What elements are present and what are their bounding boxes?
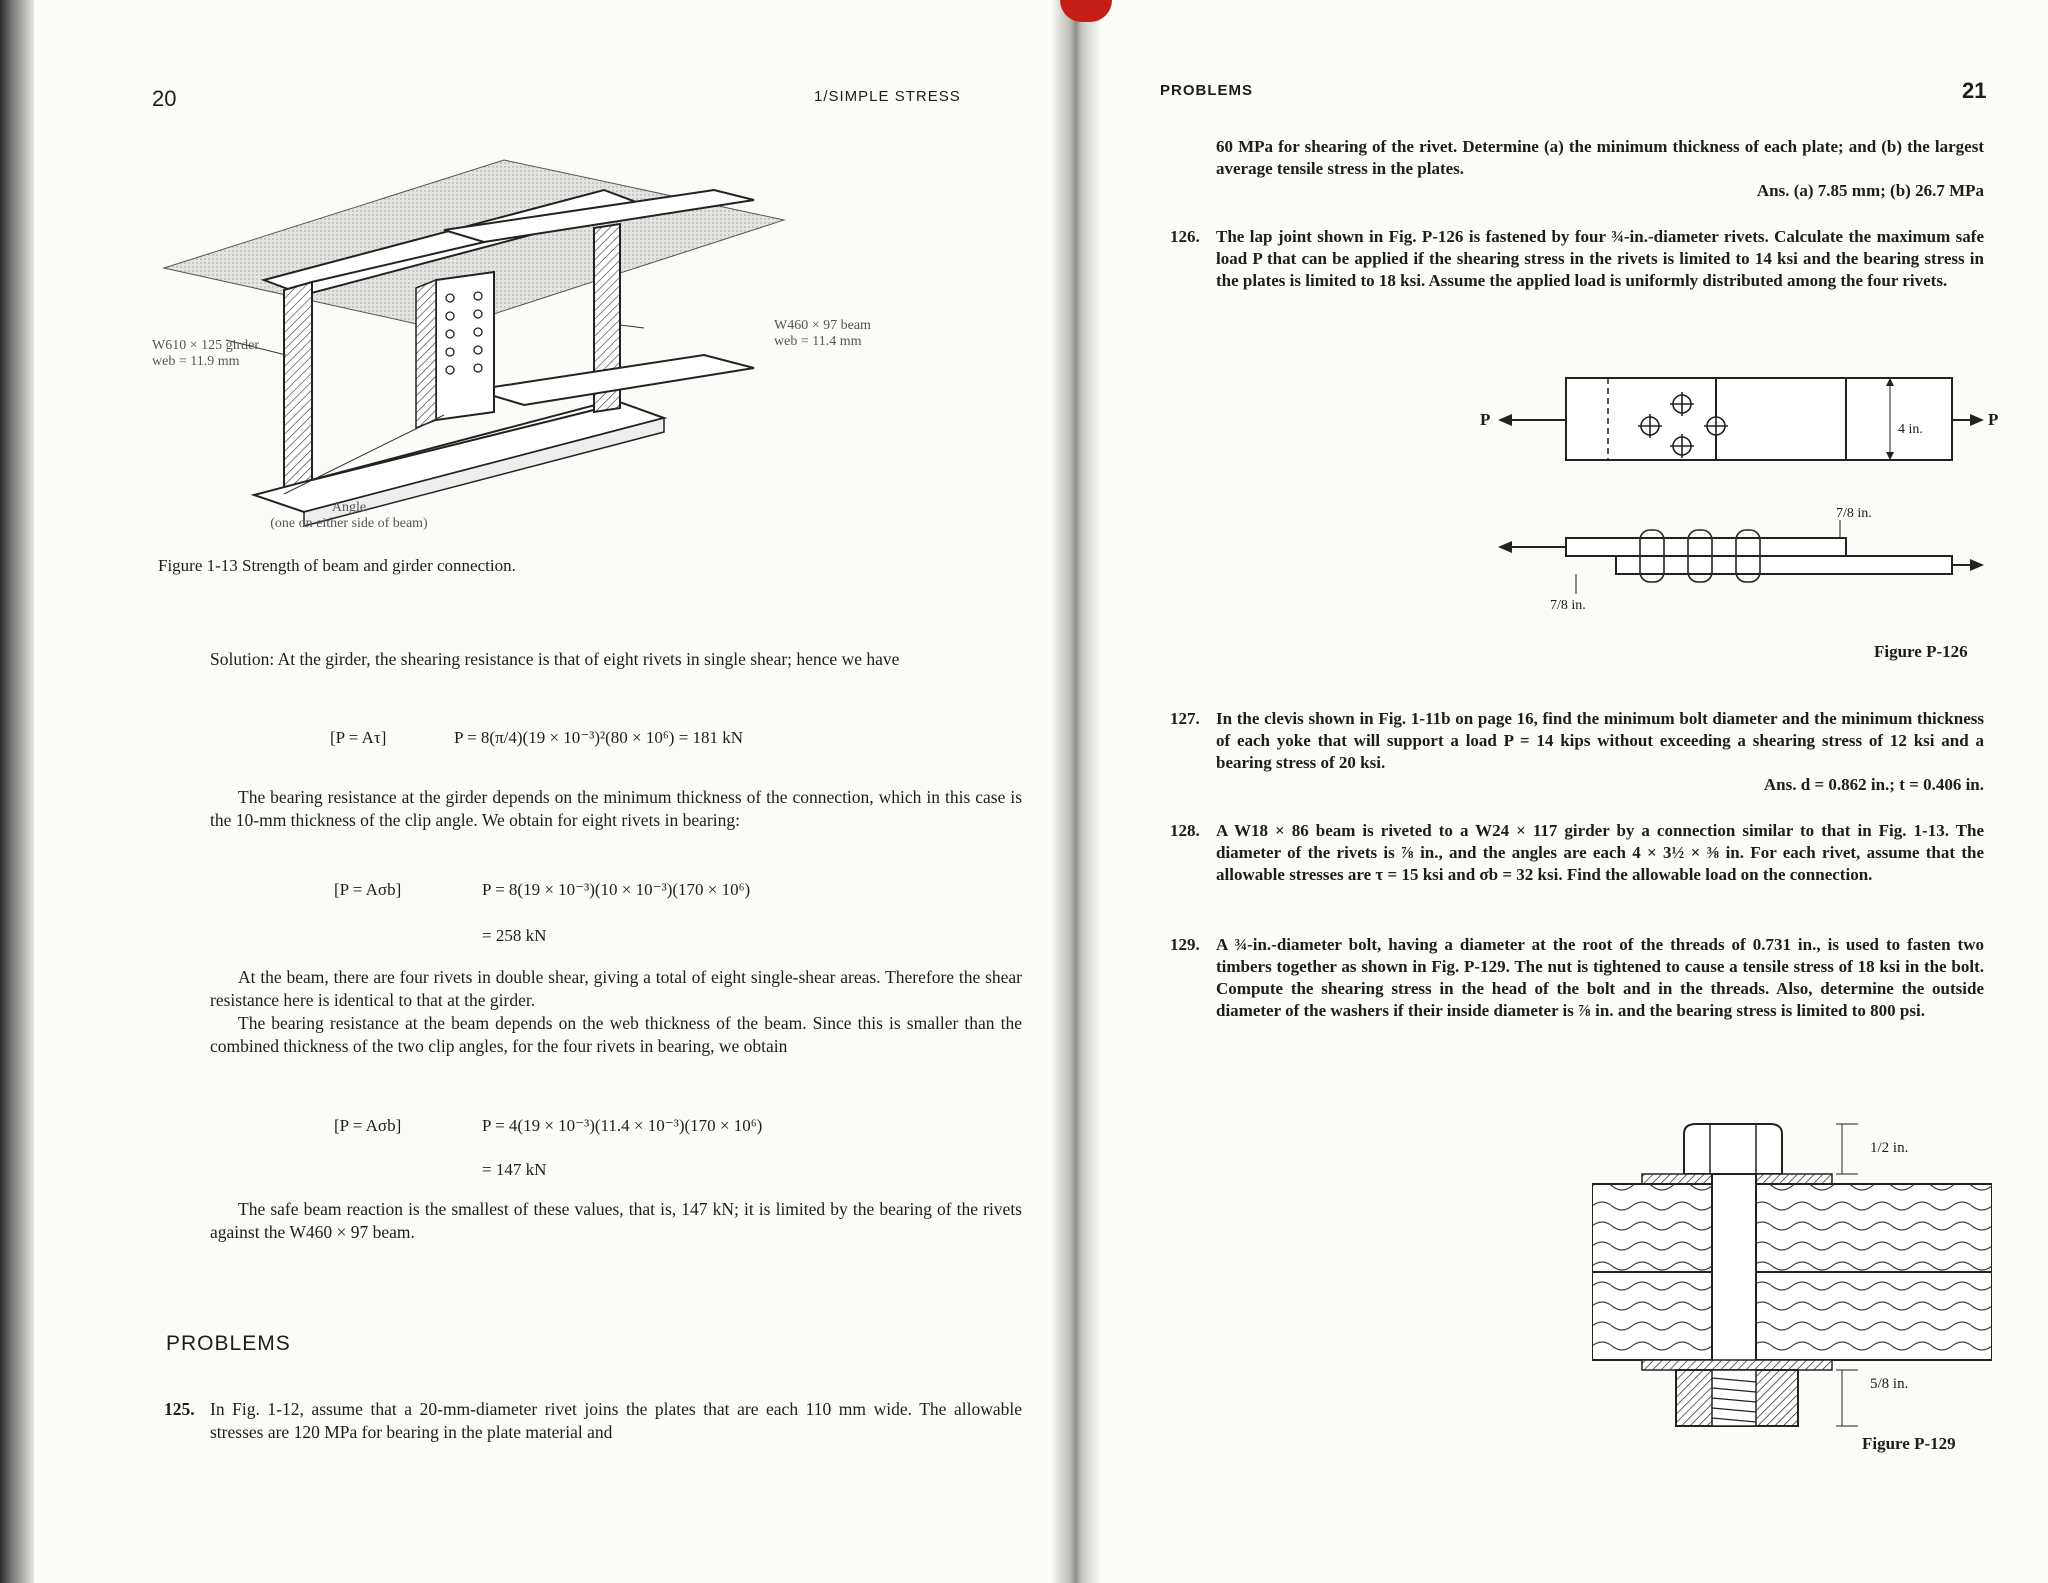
problem-127: 127. In the clevis shown in Fig. 1-11b on page 16, find the minimum bolt diameter and the minimum thickness of each yoke that will support a load P = 14 kips without exceeding a shearing stress of 12 ksi and a bearing stress of 20 ksi. Ans. d = 0.862 in.; t = 0.406 in. [1170,709,1984,794]
solution-paragraph: Solution: At the girder, the shearing resistance is that of eight rivets in single shear; hence we have [210,649,900,669]
bolted-timbers-figure [1592,1116,1992,1436]
book-edge-shadow [0,0,34,1583]
answer-127: Ans. d = 0.862 in.; t = 0.406 in. [1763,775,1984,794]
book-gutter [1052,0,1100,1583]
bearing-paragraph: The bearing resistance at the girder depends on the minimum thickness of the connection, which in this case is the 10-mm thickness of the clip angle. We obtain for eight rivets in bearing: [210,787,1022,830]
clip-angle [436,272,494,420]
figure-p-126-caption: Figure P-126 [1874,642,1968,661]
equation-bearing-left: [P = Aσb] [334,880,402,899]
answer-125: Ans. (a) 7.85 mm; (b) 26.7 MPa [1756,181,1984,200]
angle-label: Angle (one on either side of beam) [270,500,428,531]
equation-shear: P = 8(π/4)(19 × 10⁻³)²(80 × 10⁶) = 181 kN [454,728,744,747]
running-head-left: 1/SIMPLE STRESS [814,88,961,105]
problem-127-number: 127. [1170,709,1200,728]
problem-126: 126. The lap joint shown in Fig. P-126 is fastened by four ¾-in.-diameter rivets. Calculate the maximum safe load P that can be applied if the shearing stress in the rivets is limited to 14 ksi and the bearing stress in the plates is limited to 18 ksi. Assume the applied load is uniformly distributed among the four rivets. [1170,227,1984,290]
problem-125: 125. In Fig. 1-12, assume that a 20-mm-diameter rivet joins the plates that are each 110 mm wide. The allowable stresses are 120 MPa for bearing in the plate material and [164,1399,1022,1442]
problem-128-number: 128. [1170,821,1200,840]
left-page [34,0,1052,1583]
girder-label: W610 × 125 girder web = 11.9 mm [152,338,260,369]
equation-shear-left: [P = Aτ] [330,728,387,747]
beam-paragraph: At the beam, there are four rivets in double shear, giving a total of eight single-shear areas. Therefore the shear resistance here is identical to that at the girder. The bearing resistance at the beam depends on the web thickness of the beam. Since this is smaller than the combined thickness of the two clip angles, for the four rivets in bearing, we obtain [210,967,1022,1056]
figure-p-129-caption: Figure P-129 [1862,1434,1956,1453]
figure-1-13-caption: Figure 1-13 Strength of beam and girder connection. [158,556,516,575]
running-head-right: PROBLEMS [1160,82,1254,99]
equation-beam: P = 4(19 × 10⁻³)(11.4 × 10⁻³)(170 × 10⁶) [482,1116,763,1135]
girder-web [284,282,312,503]
problem-125-number: 125. [164,1399,195,1419]
problem-126-number: 126. [1170,227,1200,246]
equation-beam-result: = 147 kN [482,1160,547,1179]
problem-128: 128. A W18 × 86 beam is riveted to a W24 × 117 girder by a connection similar to that in Fig. 1-13. The diameter of the rivets is ⅞ in., and the angles are each 4 × 3½ × ⅜ in. For each rivet, assume that the allowable stresses are τ = 15 ksi and σb = 32 ksi. Find the allowable load on the connection. [1170,821,1984,884]
problem-129-number: 129. [1170,935,1200,954]
conclusion-paragraph: The safe beam reaction is the smallest of these values, that is, 147 kN; it is limited by the bearing of the rivets against the W460 × 97 beam. [210,1199,1022,1242]
equation-beam-left: [P = Aσb] [334,1116,402,1135]
head-thickness-label: 1/2 in. [1870,1140,1909,1156]
equation-bearing: P = 8(19 × 10⁻³)(10 × 10⁻³)(170 × 10⁶) [482,880,751,899]
page-number-right: 21 [1962,78,1987,103]
equation-bearing-result: = 258 kN [482,926,547,945]
problem-129: 129. A ¾-in.-diameter bolt, having a diameter at the root of the threads of 0.731 in., is used to fasten two timbers together as shown in Fig. P-129. The nut is tightened to cause a tensile stress of 18 ksi in the bolt. Compute the shearing stress in the head of the bolt and in the threads. Also, determine the outside diameter of the washers if their inside diameter is ⅞ in. and the bearing stress is limited to 800 psi. [1170,935,1984,1020]
problem-125-continued: 60 MPa for shearing of the rivet. Determine (a) the minimum thickness of each plate; and (b) the largest average tensile stress in the plates. Ans. (a) 7.85 mm; (b) 26.7 MPa [1216,137,1984,200]
width-label: 4 in. [1898,422,1923,437]
load-label-right: P [1988,410,1999,429]
right-page [1100,0,2048,1583]
top-plate-thickness-label: 7/8 in. [1836,506,1872,521]
beam-label: W460 × 97 beam web = 11.4 mm [774,318,871,349]
page-number-left: 20 [152,86,177,111]
bottom-plate-thickness-label: 7/8 in. [1550,598,1586,613]
load-label-left: P [1480,410,1491,429]
nut-thickness-label: 5/8 in. [1870,1376,1909,1392]
lap-joint-figure [1476,370,1999,630]
problems-heading: PROBLEMS [166,1332,291,1355]
